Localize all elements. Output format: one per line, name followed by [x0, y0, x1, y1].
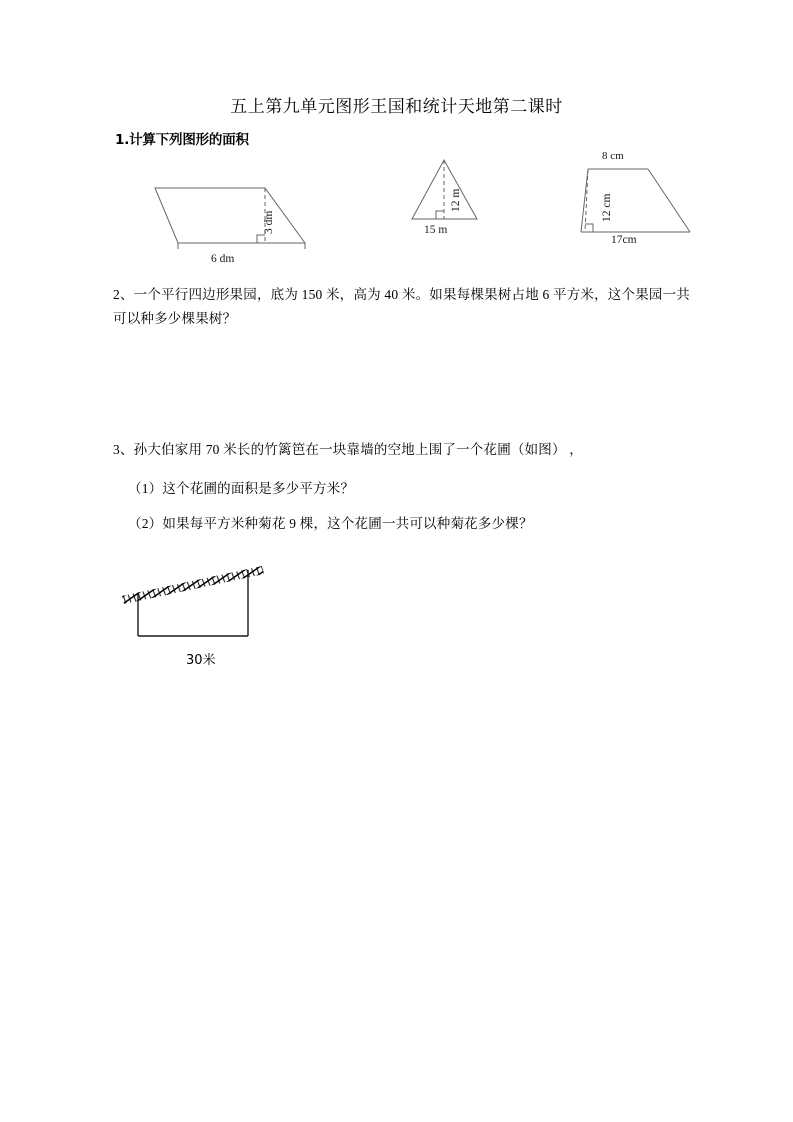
parallelogram-base-label: 6 dm — [211, 253, 235, 265]
triangle-base-label: 15 m — [424, 224, 448, 236]
question-3-text: 3、孙大伯家用 70 米长的竹篱笆在一块靠墙的空地上围了一个花圃（如图） ， — [113, 442, 583, 457]
trapezoid-shape — [570, 158, 700, 238]
flowerbed-diagram — [112, 552, 342, 647]
question-3-part-1-text: （1）这个花圃的面积是多少平方米？ — [128, 481, 355, 496]
triangle-shape — [405, 155, 500, 225]
question-2-text: 2、一个平行四边形果园，底为 150 米，高为 40 米。如果每棵果树占地 6 平方米，这个果园一共可以种多少棵果树？ — [113, 287, 690, 326]
trapezoid-base-label: 17cm — [611, 234, 637, 246]
question-3-part-2-text: （2）如果每平方米种菊花 9 棵，这个花圃一共可以种菊花多少棵？ — [128, 516, 533, 531]
parallelogram-height-label: 3 dm — [263, 210, 275, 234]
parallelogram-shape — [145, 180, 320, 255]
flowerbed-base-label: 30米 — [186, 653, 216, 668]
trapezoid-height-label: 12 cm — [601, 193, 613, 222]
triangle-height-label: 12 m — [450, 188, 462, 212]
page-title: 五上第九单元图形王国和统计天地第二课时 — [230, 97, 563, 116]
question-1-heading: 1.计算下列图形的面积 — [115, 132, 249, 148]
wall-band — [122, 566, 264, 604]
trapezoid-top-label: 8 cm — [602, 150, 624, 162]
